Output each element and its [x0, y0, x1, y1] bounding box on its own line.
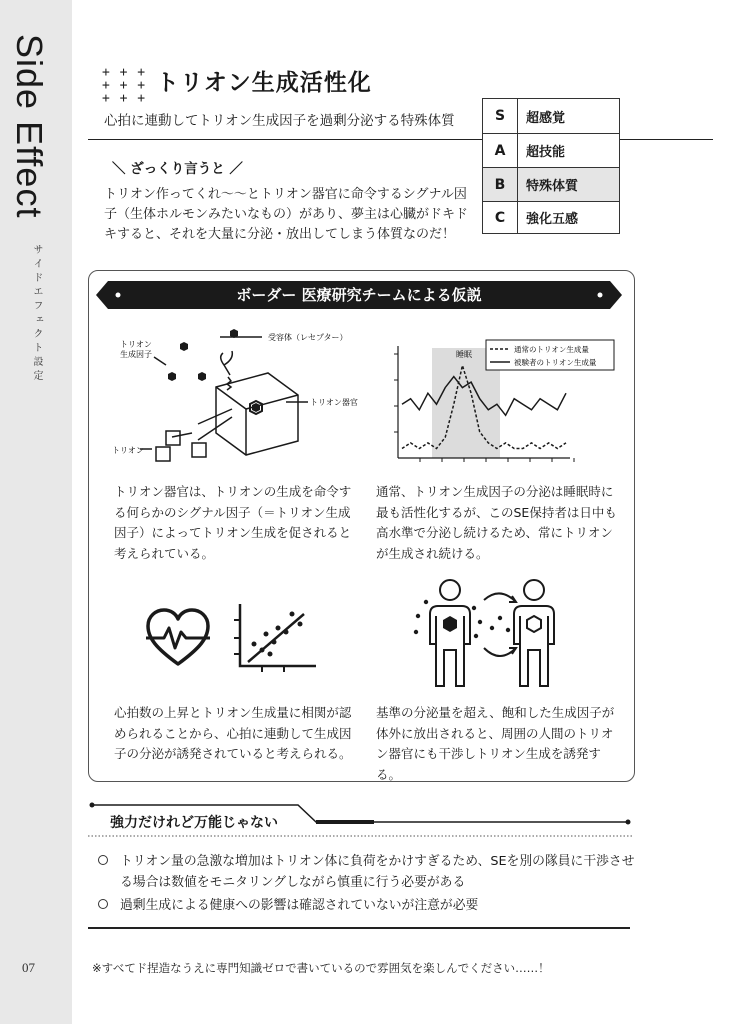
- trion-cube: [166, 431, 180, 445]
- sleep-band-label: 睡眠: [456, 350, 472, 359]
- list-item: [96, 895, 636, 916]
- rank-letter: B: [483, 168, 518, 202]
- label-organ: トリオン器官: [310, 398, 358, 407]
- trion-organ-diagram: [112, 325, 372, 475]
- label-factor-2: 生成因子: [120, 350, 152, 359]
- page-subtitle: 心拍に連動してトリオン生成因子を過剰分泌する特殊体質: [104, 113, 455, 129]
- rank-table: [482, 98, 620, 234]
- hypothesis-title: ボーダー 医療研究チームによる仮説: [236, 286, 482, 304]
- legend-subject: 被験者のトリオン生成量: [514, 358, 597, 367]
- page-title: トリオン生成活性化: [156, 70, 372, 96]
- rank-row: [483, 99, 620, 134]
- side-title: Side Effect: [9, 34, 50, 219]
- rank-label: 強化五感: [518, 202, 620, 234]
- bullet-circle-icon: [98, 899, 108, 909]
- list-item-text: 過剰生成による健康への影響は確認されていないが注意が必要: [120, 898, 479, 913]
- factor-hexagon: [168, 372, 176, 381]
- rank-label: 超感覚: [518, 99, 620, 134]
- cell-text-graph: 通常、トリオン生成因子の分泌は睡眠時に最も活性化するが、このSE保持者は日中も高水準で分泌し続けるため、常にトリオンが生成され続ける。: [376, 484, 617, 561]
- caution-heading: 強力だけれど万能じゃない: [110, 815, 278, 831]
- cell-text-people: 基準の分泌量を超え、飽和した生成因子が体外に放出されると、周囲の人間のトリオン器官にも干渉しトリオン生成を誘発する。: [376, 705, 615, 782]
- label-factor: トリオン: [120, 340, 152, 349]
- arrow-curve: [484, 593, 516, 602]
- two-people-diagram: [408, 578, 568, 688]
- caution-list: [96, 851, 636, 918]
- cell-text-heart: 心拍数の上昇とトリオン生成量に相関が認められることから、心拍に連動して生成因子の分泌が誘発されていると考えられる。: [114, 705, 352, 761]
- factor-hexagon: [180, 342, 188, 351]
- person-body: [514, 606, 554, 686]
- page-number: 07: [22, 960, 35, 975]
- factor-hexagon: [198, 372, 206, 381]
- correlation-scatter-icon: [234, 604, 316, 672]
- list-item: [96, 851, 636, 893]
- summary-heading: ＼ ざっくり言うと ／: [112, 161, 243, 177]
- rank-letter: A: [483, 134, 518, 168]
- rank-row-highlighted: [483, 168, 620, 202]
- sidebar: [0, 0, 72, 1024]
- trion-cube: [156, 447, 170, 461]
- bottom-rule: [88, 927, 630, 929]
- trion-cube: [192, 443, 206, 457]
- rank-letter: C: [483, 202, 518, 234]
- person-head: [524, 580, 544, 600]
- rank-letter: S: [483, 99, 518, 134]
- receptor-icon: [221, 351, 233, 375]
- rank-label: 超技能: [518, 134, 620, 168]
- legend-normal: 通常のトリオン生成量: [514, 345, 589, 354]
- cell-text-organ: トリオン器官は、トリオンの生成を命令する何らかのシグナル因子（＝トリオン生成因子）によってトリオン生成を促されると考えられている。: [114, 484, 352, 561]
- plus-grid-decoration: + + + + + + + + +: [102, 65, 147, 106]
- rank-row: [483, 202, 620, 234]
- rank-label: 特殊体質: [518, 168, 620, 202]
- summary-text: トリオン作ってくれ〜〜とトリオン器官に命令するシグナル因子（生体ホルモンみたいなもの）があり、夢主は心臓がドキドキすると、それを大量に分泌・放出してしまう体質なのだ！: [104, 187, 469, 242]
- rank-row: [483, 134, 620, 168]
- side-subtitle: サイドエフェクト設定: [31, 244, 42, 384]
- list-item-text: トリオン量の急激な増加はトリオン体に負荷をかけすぎるため、SEを別の隊員に干渉させる場合は数値をモニタリングしながら慎重に行う必要がある: [120, 854, 635, 890]
- label-receptor: 受容体（レセプター）: [268, 333, 348, 342]
- secretion-chart: [390, 340, 620, 465]
- heart-icon: [146, 608, 210, 668]
- label-trion: トリオン: [112, 446, 144, 455]
- arrow-curve: [484, 648, 516, 656]
- bullet-circle-icon: [98, 855, 108, 865]
- footnote: ※すべてド捏造なうえに専門知識ゼロで書いているので雰囲気を楽しんでください……！: [92, 961, 550, 975]
- person-head: [440, 580, 460, 600]
